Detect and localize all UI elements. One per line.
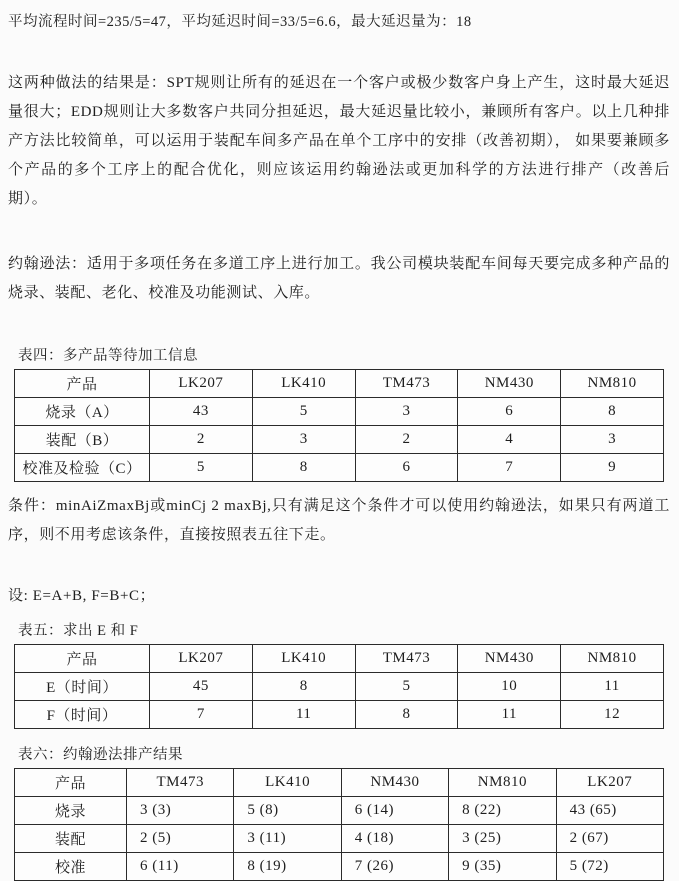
assumption-line: 设: E=A+B, F=B+C； — [8, 588, 156, 604]
condition-paragraph: 条件：minAiZmaxBj或minCj 2 maxBj,只有满足这个条件才可以使用约翰逊法，如果只有两道工序，则不用考虑该条件，直接按照表五往下走。 — [8, 498, 670, 543]
table-row — [15, 454, 664, 482]
row-label: F（时间） — [15, 701, 150, 729]
table-cell: 6 (14) — [341, 797, 448, 825]
table-cell: 7 (26) — [341, 853, 448, 881]
column-header: NM430 — [458, 645, 561, 673]
table-cell: 8 — [252, 673, 355, 701]
table-cell: 6 (11) — [127, 853, 234, 881]
summary-line: 平均流程时间=235/5=47，平均延迟时间=33/5=6.6，最大延迟量为：18 — [8, 14, 472, 30]
table-cell: 11 — [561, 673, 664, 701]
table-cell: 2 — [150, 426, 253, 454]
table-cell: 45 — [150, 673, 253, 701]
table-row — [15, 797, 664, 825]
column-header: NM810 — [561, 645, 664, 673]
table-cell: 5 — [252, 398, 355, 426]
table-cell: 2 — [355, 426, 458, 454]
table-cell: 5 — [355, 673, 458, 701]
table6-johnson-schedule-result — [14, 768, 664, 881]
column-header: NM810 — [449, 769, 556, 797]
table-cell: 43 (65) — [556, 797, 663, 825]
table-cell: 7 — [150, 701, 253, 729]
table-cell: 8 — [355, 701, 458, 729]
column-header: NM430 — [341, 769, 448, 797]
column-header: NM430 — [458, 370, 561, 398]
table-cell: 43 — [150, 398, 253, 426]
table-row — [15, 398, 664, 426]
table-cell: 8 (19) — [234, 853, 341, 881]
table-cell: 2 (5) — [127, 825, 234, 853]
table-cell: 4 (18) — [341, 825, 448, 853]
row-label: 装配 — [15, 825, 127, 853]
table-cell: 4 — [458, 426, 561, 454]
table-cell: 3 — [355, 398, 458, 426]
column-header: NM810 — [561, 370, 664, 398]
column-header-product: 产品 — [15, 769, 127, 797]
table-cell: 9 (35) — [449, 853, 556, 881]
table-row — [15, 426, 664, 454]
column-header-product: 产品 — [15, 645, 150, 673]
row-label: 装配（B） — [15, 426, 150, 454]
column-header: TM473 — [355, 645, 458, 673]
table5-e-and-f — [14, 644, 664, 729]
table-cell: 5 (8) — [234, 797, 341, 825]
table-header-row — [15, 645, 664, 673]
table-cell: 3 — [252, 426, 355, 454]
table-cell: 3 (3) — [127, 797, 234, 825]
column-header: LK207 — [150, 370, 253, 398]
column-header: LK207 — [556, 769, 663, 797]
column-header: LK410 — [252, 645, 355, 673]
table5-caption: 表五：求出 E 和 F — [18, 623, 139, 639]
table4-waiting-info — [14, 369, 664, 482]
table-cell: 3 (25) — [449, 825, 556, 853]
table-cell: 11 — [252, 701, 355, 729]
table-cell: 8 — [252, 454, 355, 482]
row-label: 烧录 — [15, 797, 127, 825]
table-row — [15, 853, 664, 881]
table-row — [15, 701, 664, 729]
table-cell: 10 — [458, 673, 561, 701]
table-row — [15, 673, 664, 701]
table-cell: 7 — [458, 454, 561, 482]
table6-caption: 表六：约翰逊法排产结果 — [18, 747, 183, 763]
table-cell: 8 — [561, 398, 664, 426]
table-cell: 5 (72) — [556, 853, 663, 881]
table-cell: 3 (11) — [234, 825, 341, 853]
table-cell: 11 — [458, 701, 561, 729]
table-cell: 6 — [458, 398, 561, 426]
table4-caption: 表四：多产品等待加工信息 — [18, 348, 198, 364]
column-header-product: 产品 — [15, 370, 150, 398]
row-label: 校准 — [15, 853, 127, 881]
table-header-row — [15, 769, 664, 797]
table-cell: 3 — [561, 426, 664, 454]
column-header: LK410 — [252, 370, 355, 398]
column-header: TM473 — [355, 370, 458, 398]
table-row — [15, 825, 664, 853]
table-cell: 2 (67) — [556, 825, 663, 853]
table-cell: 12 — [561, 701, 664, 729]
row-label: 烧录（A） — [15, 398, 150, 426]
table-cell: 8 (22) — [449, 797, 556, 825]
table-cell: 5 — [150, 454, 253, 482]
column-header: LK410 — [234, 769, 341, 797]
table-header-row — [15, 370, 664, 398]
spt-edd-result-paragraph: 这两种做法的结果是：SPT规则让所有的延迟在一个客户或极少数客户身上产生，这时最大延迟量很大；EDD规则让大多数客户共同分担延迟，最大延迟量比较小，兼顾所有客户。以上几种排产方法比较简单，可以运用于装配车间多产品在单个工序中的安排（改善初期）， 如果要兼顾多个产品的多个工序上的配合优化，则应该运用约翰逊法或更加科学的方法进行排产（改善后期）。 — [8, 75, 670, 207]
table-cell: 9 — [561, 454, 664, 482]
table-cell: 6 — [355, 454, 458, 482]
column-header: TM473 — [127, 769, 234, 797]
row-label: E（时间） — [15, 673, 150, 701]
column-header: LK207 — [150, 645, 253, 673]
row-label: 校准及检验（C） — [15, 454, 150, 482]
johnson-method-intro-paragraph: 约翰逊法：适用于多项任务在多道工序上进行加工。我公司模块装配车间每天要完成多种产品的烧录、装配、老化、校准及功能测试、入库。 — [8, 256, 670, 301]
